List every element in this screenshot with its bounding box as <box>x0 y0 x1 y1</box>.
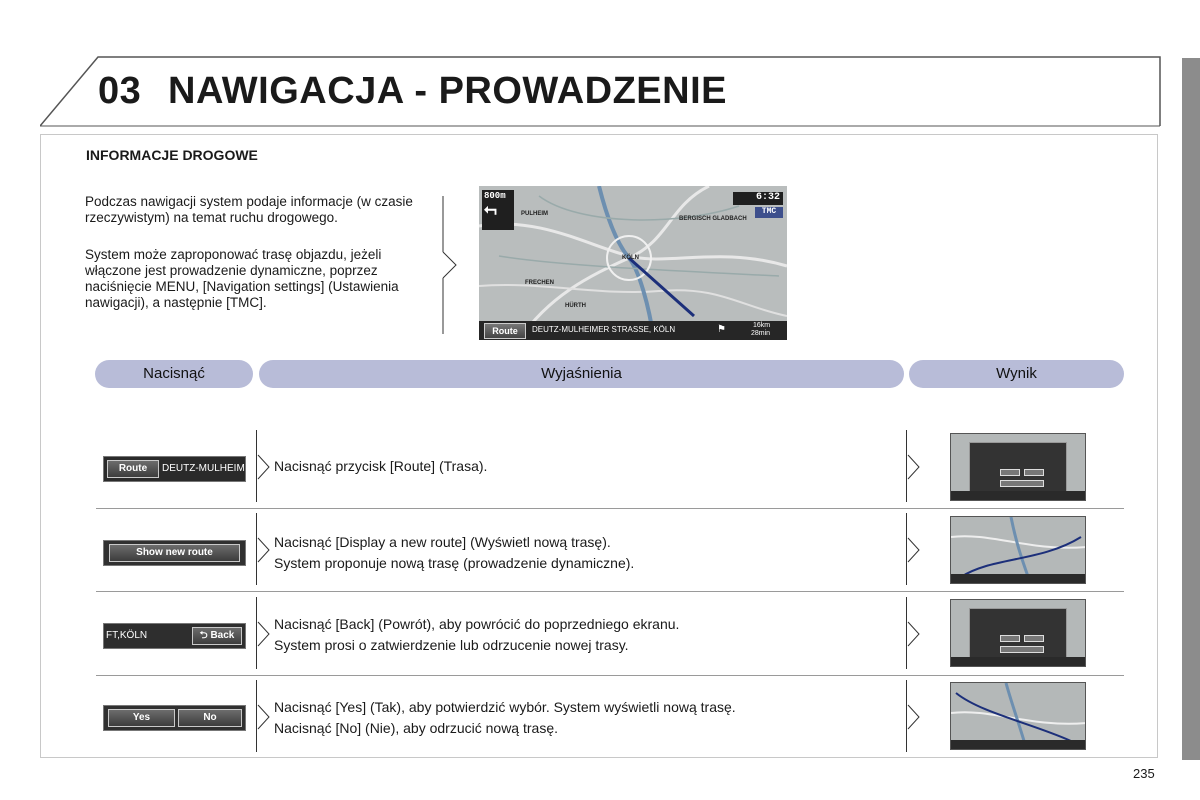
show-new-route-button-image: Show new route <box>109 544 240 562</box>
yes-button-thumb <box>1000 469 1020 476</box>
yes-button-thumb <box>1000 635 1020 642</box>
street-strip: FT,KÖLN <box>106 630 148 641</box>
yes-no-buttons-snapshot <box>103 705 246 731</box>
dialog-box <box>969 442 1067 492</box>
thumb-status-bar <box>951 574 1085 583</box>
map-place-label: BERGISCH GLADBACH <box>679 216 747 222</box>
row-4-line-2: Nacisnąć [No] (Nie), aby odrzucić nową trasę. <box>274 720 558 736</box>
result-new-route-map-thumb <box>950 516 1086 584</box>
tmc-badge: TMC <box>755 207 783 218</box>
section-heading: INFORMACJE DROGOWE <box>86 147 258 163</box>
chevron-right-icon <box>907 537 921 563</box>
map-place-label: PULHEIM <box>521 211 548 217</box>
column-header-press: Nacisnąć <box>95 360 253 388</box>
row-separator <box>96 508 1124 509</box>
show-new-route-thumb <box>1000 480 1044 487</box>
chevron-right-icon <box>257 454 271 480</box>
row-3-line-2: System prosi o zatwierdzenie lub odrzucenie nowej trasy. <box>274 637 629 653</box>
row-2-line-1: Nacisnąć [Display a new route] (Wyświetl nową trasę). <box>274 534 611 550</box>
page-number: 235 <box>1133 766 1155 781</box>
current-street: DEUTZ-MULHEIMER STRASSE, KÖLN <box>532 325 676 334</box>
intro-paragraph-1: Podczas nawigacji system podaje informacje (w czasie rzeczywistym) na temat ruchu drogowego. <box>85 194 413 225</box>
result-route-map-thumb <box>950 682 1086 750</box>
row-4-line-1: Nacisnąć [Yes] (Tak), aby potwierdzić wybór. System wyświetli nową trasę. <box>274 699 736 715</box>
back-arrow-icon: ⮌ <box>199 630 211 641</box>
thumb-status-bar <box>951 740 1085 749</box>
back-button-image <box>192 627 242 645</box>
route-button[interactable]: Route <box>484 323 526 339</box>
chevron-right-icon <box>907 621 921 647</box>
no-button-thumb <box>1024 469 1044 476</box>
back-button-snapshot <box>103 623 246 649</box>
row-3-line-1: Nacisnąć [Back] (Powrót), aby powrócić do poprzedniego ekranu. <box>274 616 680 632</box>
chapter-title: NAWIGACJA - PROWADZENIE <box>168 70 727 112</box>
thumb-status-bar <box>951 491 1085 500</box>
route-button-image: Route <box>107 460 159 478</box>
row-1-line-1: Nacisnąć przycisk [Route] (Trasa). <box>274 458 488 474</box>
finish-flag-icon: ⚑ <box>717 324 726 335</box>
yes-button-image: Yes <box>108 709 175 727</box>
chevron-right-icon <box>257 704 271 730</box>
turn-arrow-icon <box>482 190 514 230</box>
thumb-status-bar <box>951 657 1085 666</box>
chapter-side-tab <box>1182 58 1200 760</box>
chevron-divider <box>440 196 460 334</box>
show-new-route-thumb <box>1000 646 1044 653</box>
map-status-bar <box>479 321 787 340</box>
column-header-explanation: Wyjaśnienia <box>259 360 904 388</box>
turn-left-arrow-icon: ⮢ <box>484 201 497 219</box>
show-new-route-snapshot <box>103 540 246 566</box>
chevron-right-icon <box>907 454 921 480</box>
intro-paragraph-2: System może zaproponować trasę objazdu, jeżeli włączone jest prowadzenie dynamiczne, poprzez naciśnięcie MENU, [Navigation settings] (Ustawienia nawigacji), a następnie [TMC]. <box>85 247 399 310</box>
row-2-line-2: System proponuje nową trasę (prowadzenie dynamiczne). <box>274 555 635 571</box>
dialog-box <box>969 608 1067 658</box>
map-place-label: KÖLN <box>622 255 639 261</box>
column-header-result: Wynik <box>909 360 1124 388</box>
chevron-right-icon <box>907 704 921 730</box>
navigation-map-screenshot <box>479 186 787 340</box>
street-strip: DEUTZ-MULHEIM <box>162 463 245 474</box>
no-button-image: No <box>178 709 242 727</box>
no-button-thumb <box>1024 635 1044 642</box>
turn-distance: 800m <box>484 191 506 201</box>
row-separator <box>96 591 1124 592</box>
route-button-snapshot <box>103 456 246 482</box>
map-place-label: FRECHEN <box>525 280 555 286</box>
result-dynamic-route-dialog-thumb <box>950 599 1086 667</box>
result-dynamic-route-dialog-thumb <box>950 433 1086 501</box>
back-button-label: Back <box>210 630 235 641</box>
chapter-number: 03 <box>98 70 142 112</box>
map-roads <box>479 186 787 340</box>
clock: 6:32 <box>733 192 783 205</box>
remaining-time: 28min <box>751 330 771 337</box>
chevron-right-icon <box>257 537 271 563</box>
chevron-right-icon <box>257 621 271 647</box>
remaining-distance: 16km <box>752 322 771 329</box>
map-place-label: HÜRTH <box>565 303 586 309</box>
row-separator <box>96 675 1124 676</box>
